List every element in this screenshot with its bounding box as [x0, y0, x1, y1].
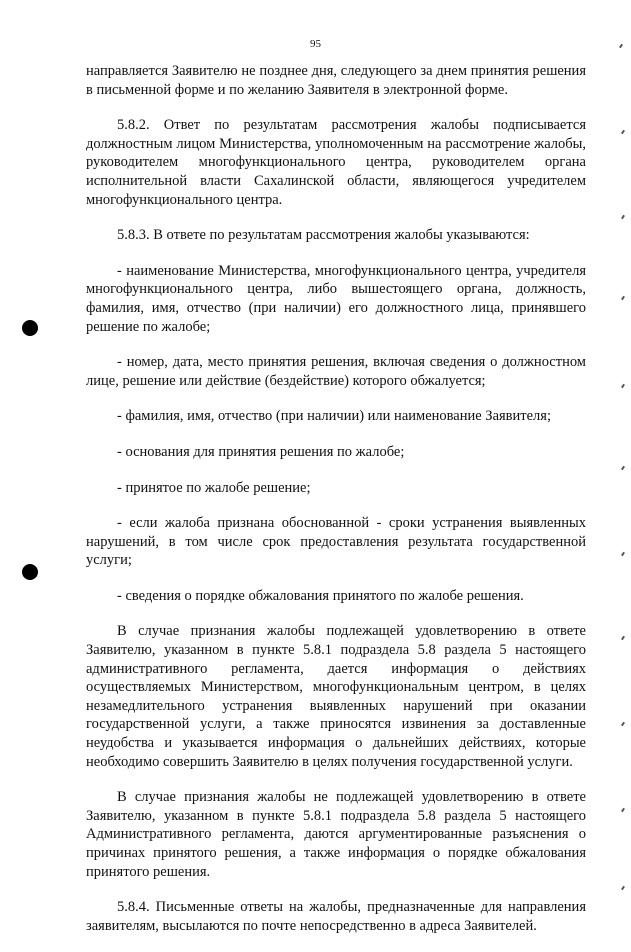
scan-mark [621, 130, 625, 134]
paragraph: 5.8.2. Ответ по результатам рассмотрения жалобы подписывается должностным лицом Министерства, уполномоченным на рассмотрение жалобы, руководителем многофункционального центра, руководителем органа исполнительной власти Сахалинской области, являющегося учредителем многофункционального центра. [86, 117, 586, 208]
scan-mark [621, 215, 625, 219]
paragraph: В случае признания жалобы не подлежащей удовлетворению в ответе Заявителю, указанном в пункте 5.8.1 подраздела 5.8 раздела 5 настоящего Административного регламента, даются аргументированные разъяснения о причинах принятого решения, а также информация о порядке обжалования принятого решения. [86, 789, 586, 880]
scan-mark [621, 636, 625, 640]
scan-mark [621, 384, 625, 388]
punch-hole-top [22, 320, 38, 336]
list-item: - принятое по жалобе решение; [117, 479, 311, 496]
page-number: 95 [310, 38, 321, 50]
paragraph: В случае признания жалобы подлежащей удовлетворению в ответе Заявителю, указанном в пункте 5.8.1 подраздела 5.8 раздела 5 настоящего административного регламента, дается информация о действиях осуществляемых Министерством, многофункциональным центром, в целях незамедлительного устранения выявленных нарушений при оказании государственной услуги, а также приносятся извинения за доставленные неудобства и указывается информация о дальнейших действиях, которые необходимо совершить Заявителю в целях получения государственной услуги. [86, 623, 586, 770]
document-body [86, 62, 586, 952]
paragraph: 5.8.4. Письменные ответы на жалобы, предназначенные для направления заявителям, высылаются по почте непосредственно в адреса Заявителей. [86, 899, 586, 934]
punch-hole-bottom [22, 564, 38, 580]
scan-mark [621, 886, 625, 890]
scan-mark [621, 466, 625, 470]
list-item: - наименование Министерства, многофункционального центра, учредителя многофункционального центра, либо вышестоящего органа, должность, фамилия, имя, отчество (при наличии) его должностного лица, принявшего решение по жалобе; [86, 262, 586, 335]
list-item: - номер, дата, место принятия решения, включая сведения о должностном лице, решение или действие (бездействие) которого обжалуется; [86, 354, 586, 389]
paragraph: направляется Заявителю не позднее дня, следующего за днем принятия решения в письменной форме и по желанию Заявителя в электронной форме. [86, 63, 586, 98]
scan-mark [621, 808, 625, 812]
list-item: - фамилия, имя, отчество (при наличии) или наименование Заявителя; [117, 408, 551, 425]
scan-mark [621, 722, 625, 726]
list-item: - сведения о порядке обжалования принятого по жалобе решения. [117, 587, 524, 604]
scan-mark [621, 296, 625, 300]
scan-mark [621, 552, 625, 556]
list-item: - если жалоба признана обоснованной - сроки устранения выявленных нарушений, в том числе срок предоставления результата государственной услуги; [86, 515, 586, 569]
paragraph: 5.8.3. В ответе по результатам рассмотрения жалобы указываются: [117, 227, 530, 244]
list-item: - основания для принятия решения по жалобе; [117, 443, 405, 460]
